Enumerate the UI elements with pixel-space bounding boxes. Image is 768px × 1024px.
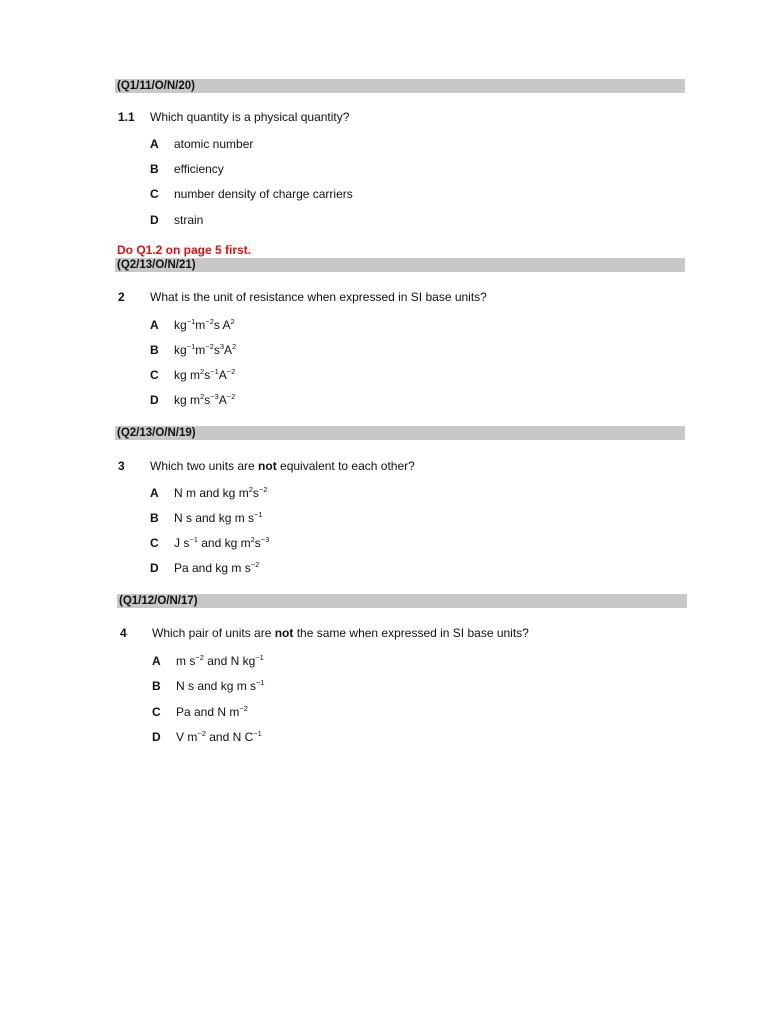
- answer-option: D kg $m^2s^{-3}A^{-2}$: [150, 392, 236, 407]
- instruction-note: Do Q1.2 on page 5 first.: [117, 243, 252, 257]
- answer-option: A $kg^{-1}m^{-2}s$ $A^2$: [150, 317, 235, 332]
- question-text: What is the unit of resistance when expressed in SI base units?: [150, 290, 487, 304]
- question-code-bar: (Q2/13/O/N/21): [115, 258, 685, 272]
- answer-option: B N s and kg m $s^{-1}$: [152, 678, 265, 693]
- question-number: 4: [120, 626, 127, 640]
- question-code-bar: (Q1/12/O/N/17): [117, 594, 687, 608]
- answer-option: A atomic number: [150, 137, 254, 151]
- answer-option: A m $s^{-2}$ and N $kg^{-1}$: [152, 653, 264, 668]
- answer-option: C J $s^{-1}$ and kg $m^2s^{-3}$: [150, 535, 270, 550]
- question-text: Which two units are not equivalent to each other?: [150, 459, 415, 473]
- answer-option: C Pa and N $m^{-2}$: [152, 704, 248, 719]
- answer-option: A N m and kg $m^2s^{-2}$: [150, 485, 268, 500]
- answer-option: C number density of charge carriers: [150, 187, 353, 201]
- answer-option: D strain: [150, 213, 204, 227]
- answer-option: D V $m^{-2}$ and N $C^{-1}$: [152, 729, 262, 744]
- question-code-bar: (Q2/13/O/N/19): [115, 426, 685, 440]
- answer-option: B N s and kg m $s^{-1}$: [150, 510, 263, 525]
- answer-option: C kg $m^2s^{-1}A^{-2}$: [150, 367, 236, 382]
- question-code-bar: (Q1/11/O/N/20): [115, 79, 685, 93]
- answer-option: B efficiency: [150, 162, 224, 176]
- question-number: 2: [118, 290, 125, 304]
- answer-option: B $kg^{-1}m^{-2}s^3A^2$: [150, 342, 237, 357]
- question-number: 1.1: [118, 110, 135, 124]
- answer-option: D Pa and kg m $s^{-2}$: [150, 560, 260, 575]
- question-text: Which quantity is a physical quantity?: [150, 110, 350, 124]
- question-number: 3: [118, 459, 125, 473]
- question-text: Which pair of units are not the same when expressed in SI base units?: [152, 626, 529, 640]
